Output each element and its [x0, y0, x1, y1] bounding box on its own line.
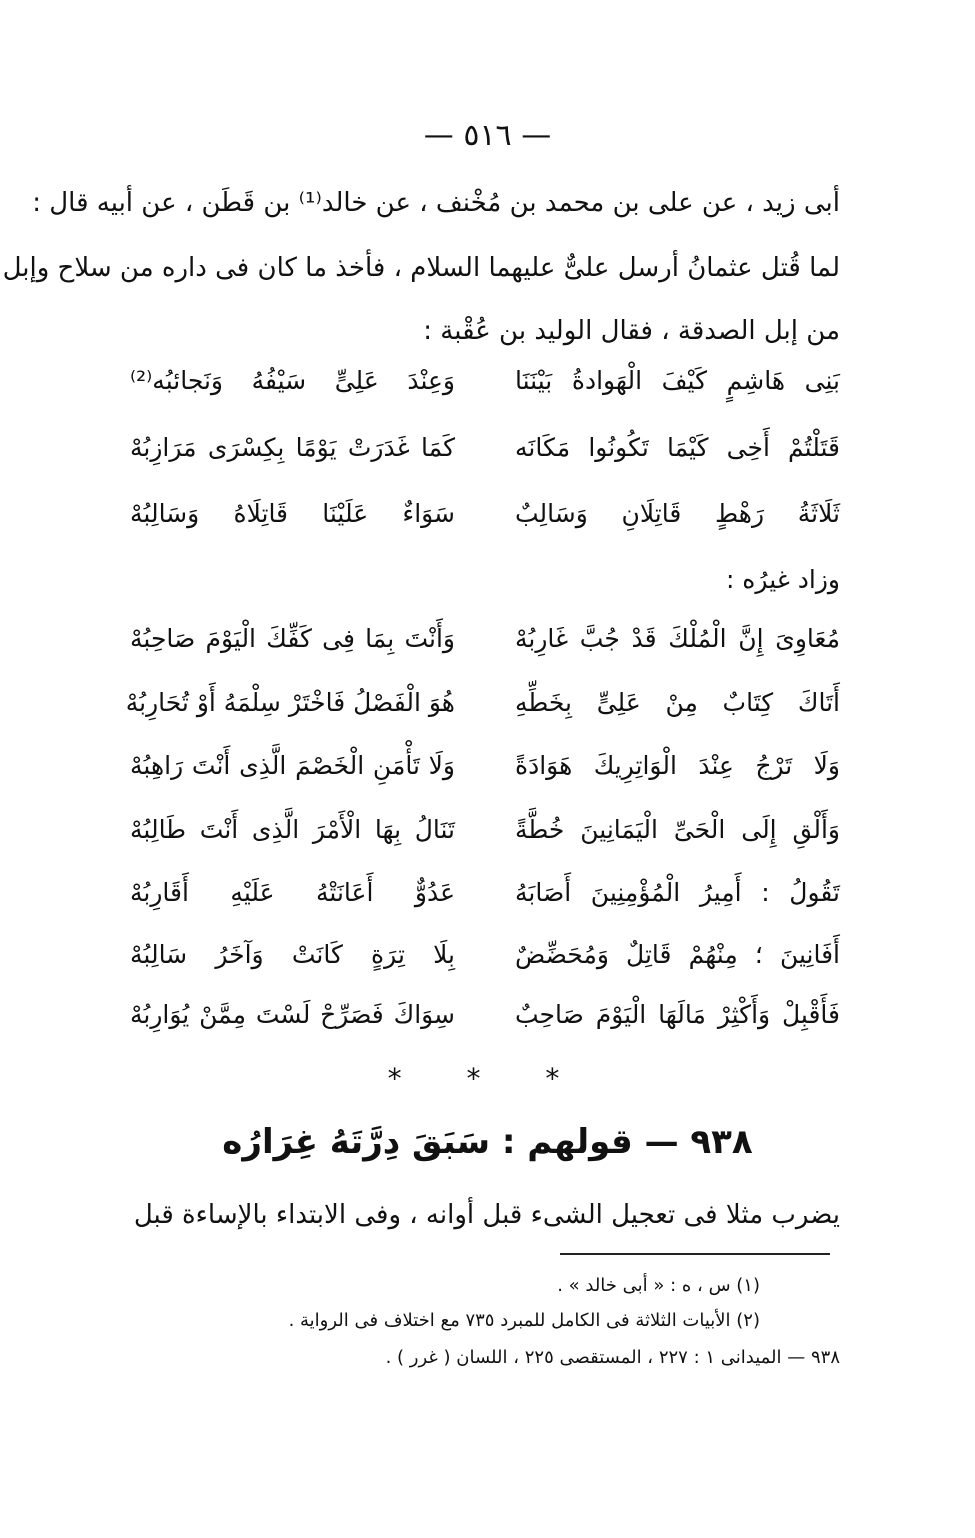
verse-second-hemistich: هُوَ الْفَصْلُ فَاخْتَرْ سِلْمَهُ أَوْ تُحَارِبُهْ [125, 688, 455, 717]
verse-first-hemistich: أَتَاكَ كِتَابٌ مِنْ عَلِىٍّ بِخَطِّهِ [515, 688, 840, 717]
footnote: (١) س ، ه : « أبى خالد » . [557, 1275, 760, 1296]
verse-first-hemistich: وَلَا تَرْجُ عِنْدَ الْوَاتِرِيكَ هَوَادَةً [515, 751, 840, 780]
prose-line: أبى زيد ، عن على بن محمد بن مُخْنف ، عن خالد⁽¹⁾ بن قَطَن ، عن أبيه قال : [32, 188, 840, 218]
verse-line [130, 878, 840, 922]
entry-heading: ٩٣٨ — قولهم : سَبَقَ دِرَّتَهُ غِرَارُه [222, 1122, 753, 1162]
verse-line [125, 688, 840, 732]
verse-second-hemistich: وَأَنْتَ بِمَا فِى كَفِّكَ الْيَوْمَ صَاحِبُهْ [130, 624, 455, 653]
verse-first-hemistich: أَفَانِينَ ؛ مِنْهُمْ قَاتِلٌ وَمُحَضِّضٌ [515, 940, 840, 969]
verse-first-hemistich: وَأَلْقِ إِلَى الْحَىِّ الْيَمَانِينَ خُطَّةً [515, 815, 840, 844]
verse-first-hemistich: بَنِى هَاشِمٍ كَيْفَ الْهَوادةُ بَيْنَنَا [515, 366, 840, 395]
verse-second-hemistich: تَنَالُ بِهَا الْأَمْرَ الَّذِى أَنْتَ طَالِبُهْ [130, 815, 455, 844]
footnote: ٩٣٨ — الميدانى ١ : ٢٢٧ ، المستقصى ٢٢٥ ، اللسان ( غرر ) . [385, 1347, 840, 1368]
body-line: يضرب مثلا فى تعجيل الشىء قبل أوانه ، وفى الابتداء بالإساءة قبل [133, 1200, 840, 1230]
verse-line [130, 366, 840, 410]
verse-line [130, 433, 840, 477]
verse-line [130, 751, 840, 795]
verse-second-hemistich: بِلَا تِرَةٍ كَانَتْ وَآخَرُ سَالِبُهْ [130, 940, 455, 969]
verse-first-hemistich: فَأَقْبِلْ وَأَكْثِرْ مَالَهَا الْيَوْمَ صَاحِبٌ [515, 1000, 840, 1029]
verse-line [130, 499, 840, 543]
verse-second-hemistich: سِوَاكَ فَصَرِّحْ لَسْتَ مِمَّنْ يُوَارِبُهْ [130, 1000, 455, 1029]
verse-second-hemistich: عَدُوٌّ أَعَانَتْهُ عَلَيْهِ أَقَارِبُهْ [130, 878, 455, 907]
verse-first-hemistich: قَتَلْتُمْ أَخِى كَيْمَا تَكُونُوا مَكَانَه [515, 433, 840, 462]
prose-line: لما قُتل عثمانُ أرسل علىٌّ عليهما السلام ، فأخذ ما كان فى داره من سلاح وإبل [2, 253, 840, 283]
footnote: (٢) الأبيات الثلاثة فى الكامل للمبرد ٧٣٥ مع اختلاف فى الرواية . [288, 1310, 760, 1331]
verse-second-hemistich: وَلَا تَأْمَنِ الْخَصْمَ الَّذِى أَنْتَ رَاهِبُهْ [130, 751, 455, 780]
verse-second-hemistich: سَوَاءٌ عَلَيْنَا قَاتِلَاهُ وَسَالِبُهْ [130, 499, 455, 528]
verse-line [130, 1000, 840, 1044]
verse-line [130, 624, 840, 668]
verse-second-hemistich: كَمَا غَدَرَتْ يَوْمًا بِكِسْرَى مَرَازِبُهْ [130, 433, 455, 462]
section-separator-stars: * * * [387, 1062, 588, 1095]
verse-intro: وزاد غيرُه : [725, 565, 840, 594]
page-number: — ٥١٦ — [423, 118, 552, 153]
verse-second-hemistich: وَعِنْدَ عَلِىٍّ سَيْفُهُ وَنَجائبُه⁽²⁾ [130, 366, 455, 395]
verse-line [130, 815, 840, 859]
prose-line: من إبل الصدقة ، فقال الوليد بن عُقْبة : [423, 316, 840, 346]
verse-first-hemistich: ثَلَاثَةُ رَهْطٍ قَاتِلَانِ وَسَالِبٌ [515, 499, 840, 528]
verse-line [130, 940, 840, 984]
verse-first-hemistich: مُعَاوِىَ إِنَّ الْمُلْكَ قَدْ جُبَّ غَارِبُهْ [515, 624, 840, 653]
footnote-divider [560, 1253, 830, 1255]
verse-first-hemistich: تَقُولُ : أَمِيرُ الْمُؤْمِنِينَ أَصَابَهُ [515, 878, 840, 907]
